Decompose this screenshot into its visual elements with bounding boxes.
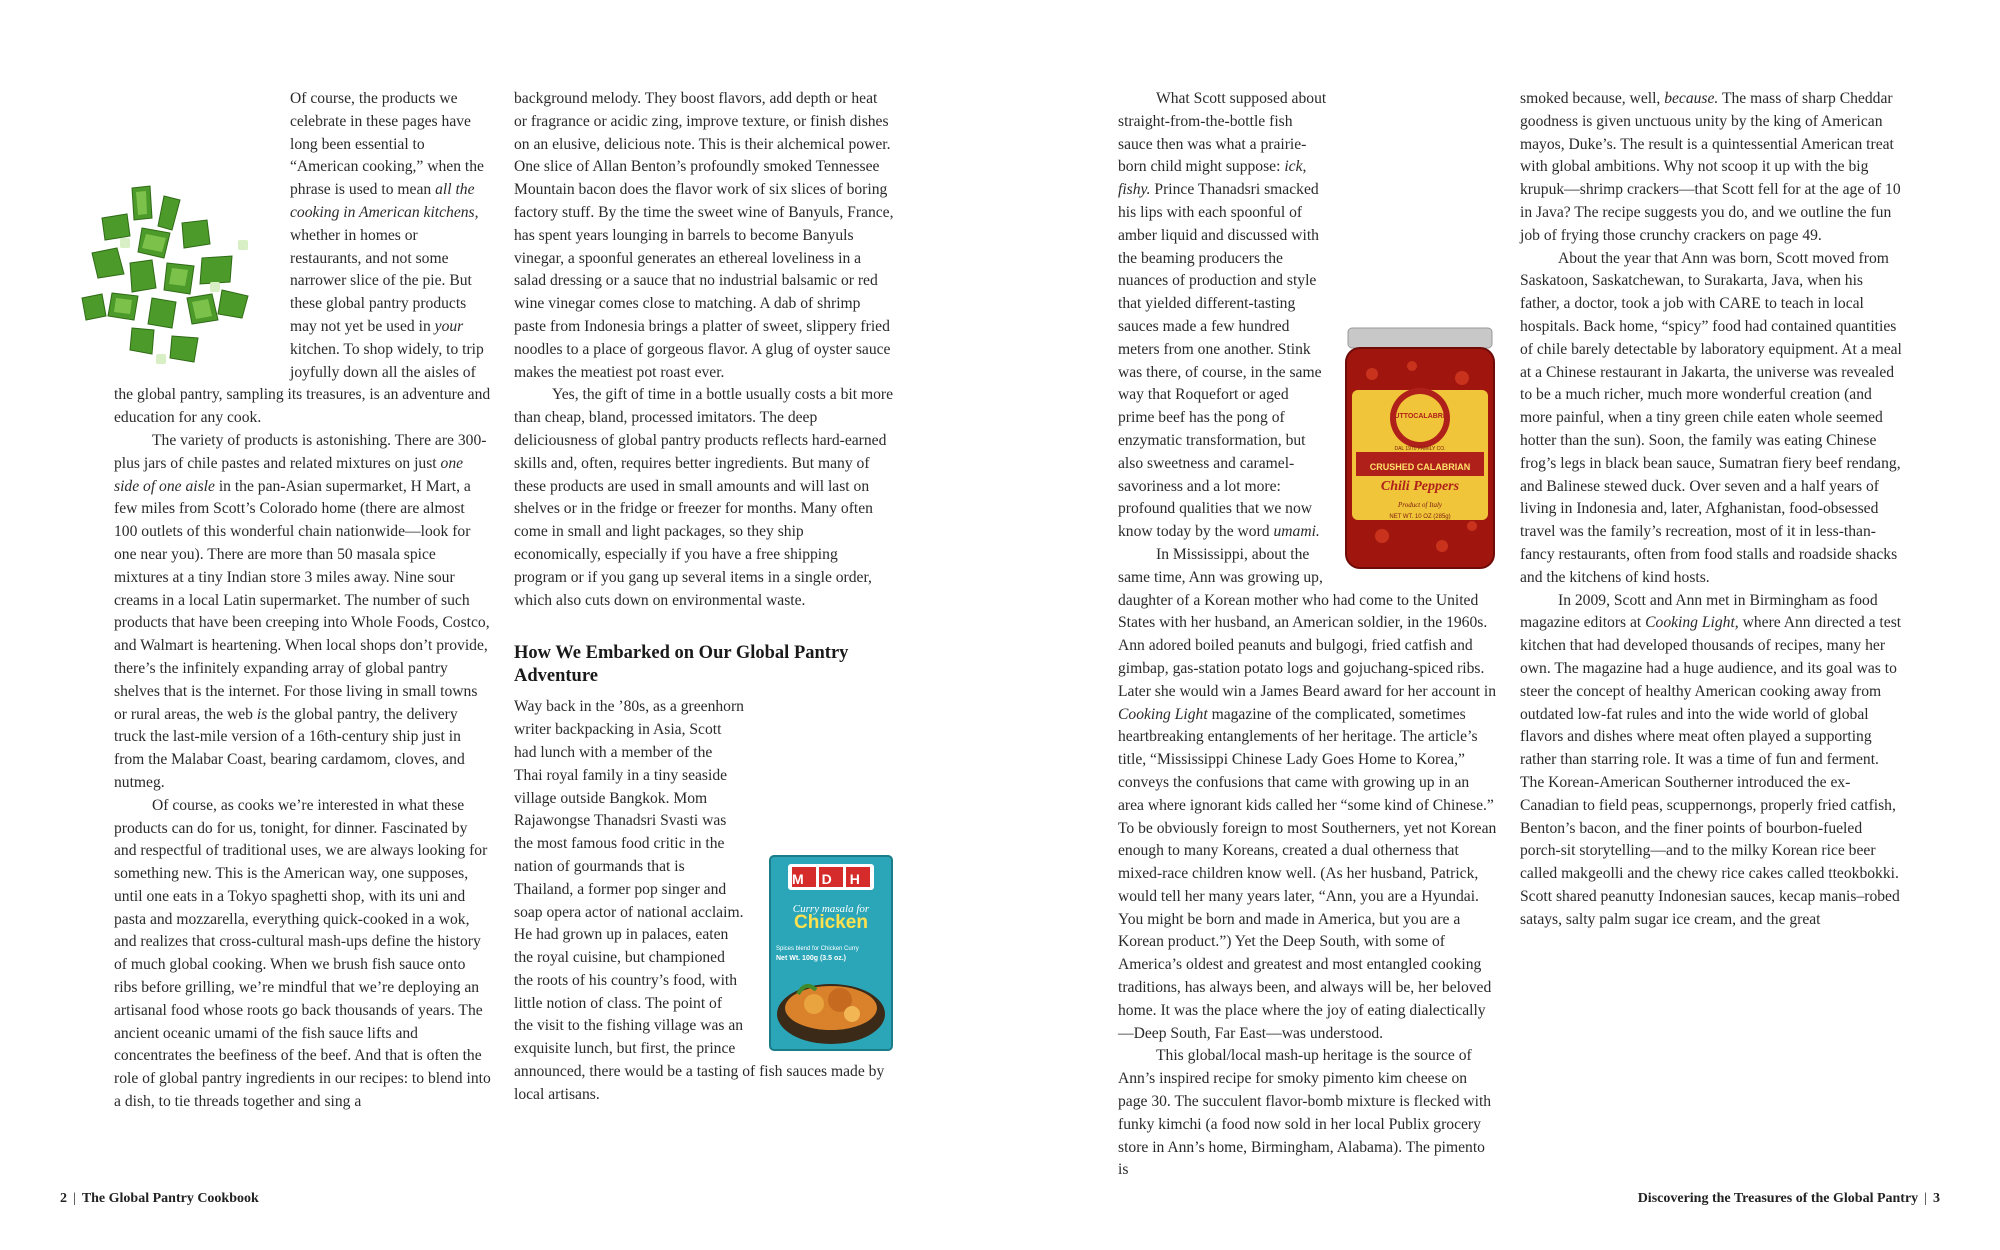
col4-paragraph-1: smoked because, well, because. The mass of sharp Cheddar goodness is given unctuous unity by the king of American mayos, Duke’s. The result is a quintessential American treat with global ambitions. Why not scoop it up with the big krupuk—shrimp crackers—that Scott fell for at the age of 10 in Java? The recipe suggests you do, and we outline the fun job of frying those crunchy crackers on page 49. (1520, 90, 1901, 244)
left-running-title: The Global Pantry Cookbook (81, 1191, 259, 1206)
col3-paragraph-1: What Scott supposed about straight-from-the-bottle fish sauce then was what a prairie-born child might suppose: ick, fishy. Prince Thanadsri smacked his lips with each spoonful of amber liquid and discussed with the beaming producers the nuances of production and style that yielded different-tasting sauces made a few hundred meters from one another. Stink was there, of course, in the same way that Roquefort or aged prime beef has the pong of enzymatic transformation, but also sweetness and caramel-savoriness and a lot more: profound qualities that we now know today by the word umami. (1118, 90, 1327, 541)
col3-paragraph-3: This global/local mash-up heritage is the source of Ann’s inspired recipe for smoky pimento kim cheese on page 30. The succulent flavor-bomb mixture is flecked with funky kimchi (a food now sold in her local Publix grocery store in Ann’s home, Birmingham, Alabama). The pimento is (1118, 1047, 1492, 1179)
col2-paragraph-2: Yes, the gift of time in a bottle usually costs a bit more than cheap, bland, processed imitators. The deep deliciousness of global pantry products reflects hard-earned skills and, often, requires better ingredients. But many of these products are used in small amounts and will last on shelves or in the fridge or freezer for months. Many often come in small and light packages, so they ship economically, especially if you have a free shipping program or if you gang up several items in a single order, which also cuts down on environmental waste. (514, 386, 893, 609)
col2-paragraph-1: background melody. They boost flavors, add depth or heat or fragrance or acidic zing, improve texture, or finish dishes on an elusive, delicious note. This is their alchemical power. One slice of Allan Benton’s profoundly smoked Tennessee Mountain bacon does the flavor work of six slices of boring factory stuff. By the time the sweet wine of Banyuls, France, has spent years lounging in barrels to become Banyuls vinegar, a spoonful generates an ethereal loveliness in a salad dressing or a sauce that no industrial balsamic or red wine vinegar comes close to matching. A dab of shrimp paste from Indonesia brings a platter of sweet, slippery fried noodles to a place of gorgeous flavor. A glug of oyster sauce makes the meatiest pot roast ever. (514, 90, 894, 381)
jar-label-3: Product of Italy (1397, 501, 1443, 509)
mdh-product-line: Curry masala for (792, 903, 870, 916)
right-running-title: Discovering the Treasures of the Global Pantry (1637, 1191, 1919, 1206)
jar-weight: NET WT. 10 OZ (285g) (1389, 514, 1451, 520)
col1-paragraph-1: Of course, the products we celebrate in these pages have long been essential to “American cooking,” when the phrase is used to mean all the cooking in American kitchens, whether in homes or restaurants, and not some narrower slice of the pie. But these global pantry products may not yet be used in your kitchen. To shop widely, to trip joyfully down all the aisles of the global pantry, sampling its treasures, is an adventure and education for any cook. (114, 90, 491, 427)
footer-right (1638, 1191, 1940, 1207)
green-onion-image (72, 178, 282, 368)
mdh-brand: MDH (792, 871, 878, 888)
jar-since: DAL 1970 FAMILY CO. (1394, 446, 1446, 452)
col4-paragraph-3: In 2009, Scott and Ann met in Birmingham as food magazine editors at Cooking Light, where Ann directed a test kitchen that had developed thousands of recipes, many her own. The magazine had a huge audience, and its goal was to steer the concept of healthy American cooking away from outdated low-fat rules and into the wide world of global flavors and dishes where meat often played a supporting rather than starring role. It was a time of fun and ferment. The Korean-American Southerner introduced the ex-Canadian to field peas, scuppernongs, properly fried catfish, Benton’s bacon, and the finer points of bourbon-fueled porch-sit storytelling—and to the milky Korean rice beer called makgeolli and the chewy rice cakes called tteokbokki. Scott shared peanutty Indonesian sauces, kecap manis–robed satays, salty palm sugar ice cream, and the great (1520, 591, 1902, 928)
col3-paragraph-2: In Mississippi, about the same time, Ann was growing up, daughter of a Korean mother who had come to the United States with her husband, an American soldier, in the 1960s. Ann adored boiled peanuts and bulgogi, fried catfish and gimbap, gas-station potato logs and gojuchang-spiced ribs. Later she would win a James Beard award for her account in Cooking Light magazine of the complicated, sometimes heartbreaking entanglements of her heritage. The article’s title, “Mississippi Chinese Lady Goes Home to Korea,” conveys the confusions that came with growing up in an area where ignorant kids called her “some kind of Chinese.” To be obviously foreign to most Southerners, yet not Korean enough to many Koreans, created a dual otherness that mixed-race children know well. (As her husband, Patrick, would tell her many years later, “Ann, you are a Hyundai. You might be born and made in America, but you are a Korean product.”) Yet the Deep South, with some of America’s oldest and greatest and most entangled cooking traditions, has always been, and always will be, her beloved home. It was the place where the joy of eating dialectically—Deep South, Far East—was understood. (1118, 545, 1497, 1042)
col1-paragraph-3: Of course, as cooks we’re interested in what these products can do for us, tonight, for dinner. Fascinated by and respectful of traditional uses, we are always looking for something new. This is the American way, one supposes, until one eats in a Tokyo spaghetti shop, with its uni and pasta and mozzarella, everything quick-cooked in a wok, and realizes that cross-cultural mash-ups define the history of much global cooking. When we brush fish sauce onto ribs before grilling, we’re mindful that we’re deploying an artisanal food whose roots go back thousands of years. The ancient oceanic umami of the fish sauce lifts and concentrates the beefiness of the beef. And that is often the role of global pantry ingredients in our recipes: to blend into a dish, to tie threads together and sing a (114, 796, 491, 1111)
footer-divider: | (73, 1191, 76, 1206)
col4-paragraph-2: About the year that Ann was born, Scott moved from Saskatoon, Saskatchewan, to Surakarta, Java, when his father, a doctor, took a job with CARE to teach in local hospitals. Back home, “spicy” food had contained quantities of chile barely detectable by laboratory equipment. At a meal at a Chinese restaurant in Jakarta, the universe was revealed to be a much richer, much more wonderful creation (and more painful, when a tiny green chile eaten whole seemed hotter than the sun). Soon, the family was eating Chinese frog’s legs in black bean sauce, Sumatran fiery beef rendang, and Balinese stewed duck. Over seven and a half years of living in Indonesia and, later, Afghanistan, food-obsessed travel was the family’s recreation, most of it in less-than-fancy restaurants, often from food stalls and roadside shacks and the kitchens of kind hosts. (1520, 249, 1902, 586)
col2-paragraph-3: Way back in the ’80s, as a greenhorn writer backpacking in Asia, Scott had lunch with a member of the Thai royal family in a tiny seaside village outside Bangkok. Mom Rajawongse Thanadsri Svasti was the most famous food critic in the nation of gourmands that is Thailand, a former pop singer and soap opera actor of national acclaim. He had grown up in palaces, eaten the royal cuisine, but championed the roots of his country’s food, with little notion of class. The point of the visit to the fishing village was an exquisite lunch, but first, the prince announced, there would be a tasting of fish sauces made by local artisans. (514, 698, 885, 1103)
footer-divider: | (1924, 1191, 1927, 1206)
mdh-product-name: Chicken (794, 912, 868, 934)
column-1 (114, 88, 492, 1114)
mdh-subtitle: Spices blend for Chicken Curry (776, 946, 859, 953)
jar-brand: TUTTOCALABRIA (1390, 413, 1450, 420)
section-heading: How We Embarked on Our Global Pantry Adventure (514, 643, 849, 687)
right-page-number: 3 (1933, 1191, 1940, 1206)
left-page-number: 2 (60, 1191, 67, 1206)
column-3 (1118, 88, 1498, 1182)
footer-left (60, 1191, 259, 1207)
column-4 (1520, 88, 1902, 931)
jar-label-1: CRUSHED CALABRIAN (1369, 462, 1471, 472)
mdh-weight: Net Wt. 100g (3.5 oz.) (776, 955, 847, 963)
jar-label-2: Chili Peppers (1380, 479, 1460, 494)
mdh-package-image (768, 854, 894, 1052)
col1-paragraph-2: The variety of products is astonishing. There are 300-plus jars of chile pastes and related mixtures on just one side of one aisle in the pan-Asian supermarket, H Mart, a few miles from Scott’s Colorado home (there are almost 100 outlets of this wonderful chain nationwide—look for one near you). There are more than 50 masala spice mixtures at a tiny Indian store 3 miles away. Nine sour creams in a local Latin supermarket. The number of such products that have been creeping into Whole Foods, Costco, and Walmart is heartening. When local shops don’t provide, there’s the infinitely expanding array of global pantry shelves that is the internet. For those living in small towns or rural areas, the web is the global pantry, the delivery truck the last-mile version of a 16th-century ship just in from the Malabar Coast, bearing cardamom, cloves, and nutmeg. (114, 431, 490, 791)
column-2 (514, 88, 894, 1107)
chili-jar-image (1342, 326, 1498, 570)
